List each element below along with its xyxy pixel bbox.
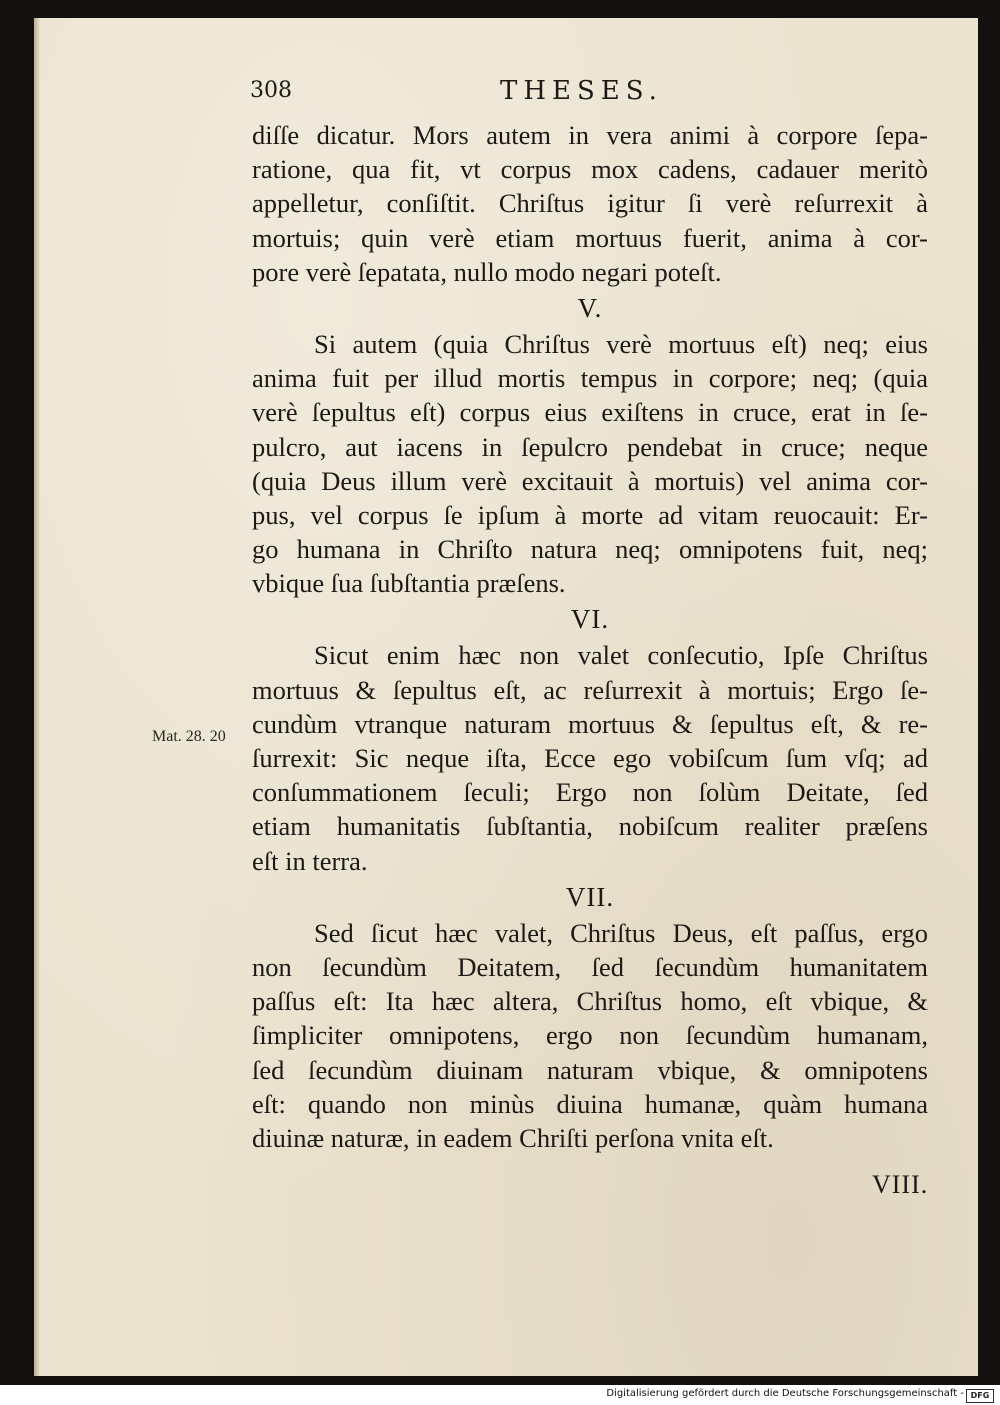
text-line: go humana in Chriſto natura neq; omnipotens fuit, neq; [252,534,928,565]
page-number: 308 [250,78,292,103]
text-line: anima fuit per illud mortis tempus in corpore; neq; (quia [252,363,928,394]
text-line: conſummationem ſeculi; Ergo non ſolùm Deitate, ſed [252,777,928,808]
text-line: eſt: quando non minùs diuina humanæ, quàm humana [252,1088,928,1119]
text-line: non ſecundùm Deitatem, ſed ſecundùm humanitatem [252,951,928,982]
text-line: ratione, qua fit, vt corpus mox cadens, cadauer meritò [252,154,928,185]
section-heading: VII. [565,881,615,912]
text-line: Sed ſicut hæc valet, Chriſtus Deus, eſt paſſus, ergo [314,917,928,948]
text-line: Sicut enim hæc non valet conſecutio, Ipſe Chriſtus [314,640,928,671]
text-line: verè ſepultus eſt) corpus eius exiſtens in cruce, erat in ſe- [252,397,928,428]
text-line: ſed ſecundùm diuinam naturam vbique, & omnipotens [252,1054,928,1085]
text-line: mortuis; quin verè etiam mortuus fuerit, anima à cor- [252,222,928,253]
paragraph [252,638,928,877]
text-line: paſſus eſt: Ita hæc altera, Chriſtus homo, eſt vbique, & [252,986,928,1017]
text-line: pulcro, aut iacens in ſepulcro pendebat in cruce; neque [252,431,928,462]
footer-credit: Digitalisierung gefördert durch die Deutsche Forschungsgemeinschaft - [606,1388,964,1399]
text-line: ſimpliciter omnipotens, ergo non ſecundùm humanam, [252,1020,928,1051]
text-line: etiam humanitatis ſubſtantia, nobiſcum realiter præſens [252,811,928,842]
text-line: vbique ſua ſubſtantia præſens. [252,568,566,599]
text-line: mortuus & ſepultus eſt, ac reſurrexit à mortuis; Ergo ſe- [252,674,928,705]
page-edge [34,18,40,1376]
text-line: appelletur, conſiſtit. Chriſtus igitur ſi verè reſurrexit à [252,188,928,219]
running-title: THESES. [500,76,663,106]
text-line: pore verè ſepatata, nullo modo negari poteſt. [252,256,722,287]
text-line: cundùm vtranque naturam mortuus & ſepultus eſt, & re- [252,708,928,739]
text-line: Si autem (quia Chriſtus verè mortuus eſt) neq; eius [314,328,928,359]
page-header [250,72,910,112]
paragraph [252,118,928,289]
section-heading: V. [577,292,603,323]
digitization-footer [0,1385,1000,1405]
text-line: pus, vel corpus ſe ipſum à morte ad vitam reuocauit: Er- [252,499,928,530]
text-line: diuinæ naturæ, in eadem Chriſti perſona vnita eſt. [252,1122,774,1153]
text-line: diſſe dicatur. Mors autem in vera animi à corpore ſepa- [252,120,928,150]
section-heading: VI. [570,604,610,635]
paragraph [252,916,928,1155]
paragraph [252,327,928,601]
marginal-note: Mat. 28. 20 [152,728,226,745]
catchword: VIII. [872,1170,929,1199]
text-line: (quia Deus illum verè excitauit à mortuis) vel anima cor- [252,465,928,496]
text-line: eſt in terra. [252,845,368,876]
body-text [252,118,928,1155]
text-line: ſurrexit: Sic neque iſta, Ecce ego vobiſcum ſum vſq; ad [252,743,928,773]
dfg-logo: DFG [966,1389,994,1403]
